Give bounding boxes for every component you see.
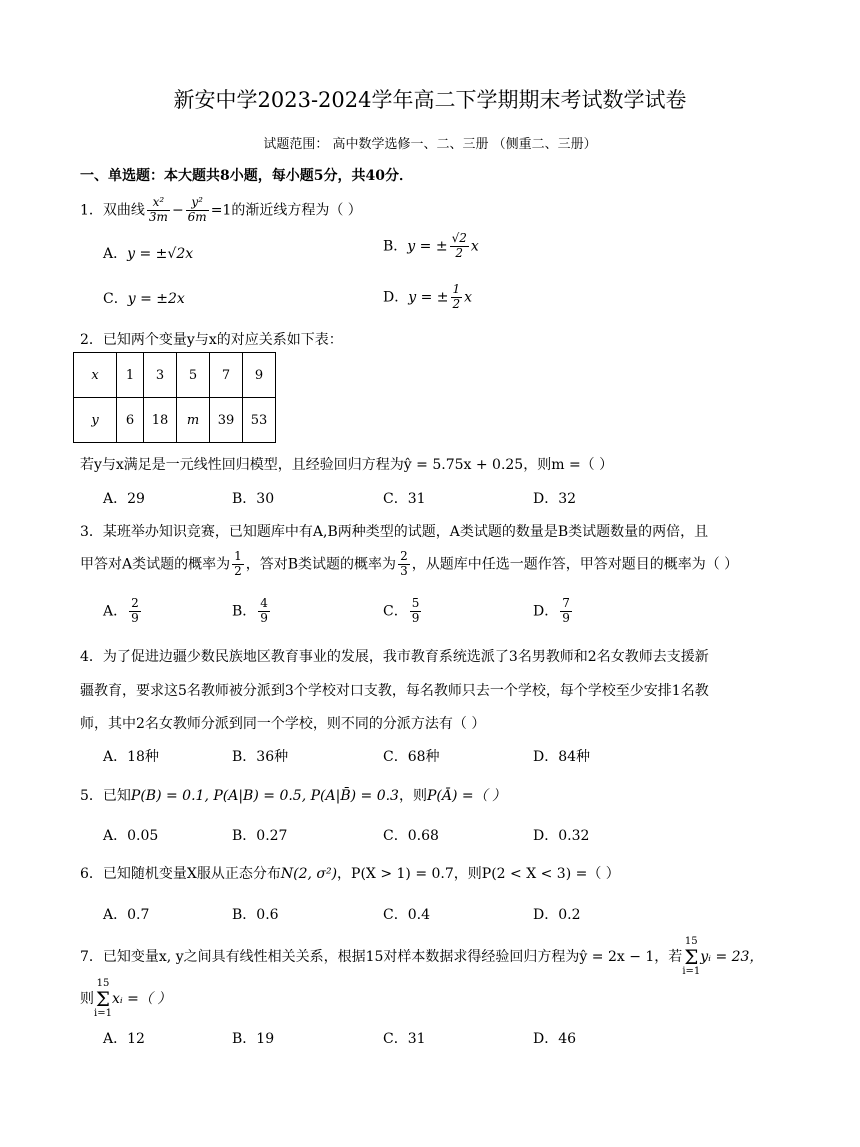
table-cell: 9 <box>243 353 276 398</box>
question-3-line1: 3．某班举办知识竞赛，已知题库中有A,B两种类型的试题，A类试题的数量是B类试题数量的两倍，且 <box>80 524 709 540</box>
table-cell: 39 <box>210 398 243 443</box>
q3-option-a[interactable]: A． $\frac{2}{9}$ <box>103 596 139 625</box>
q2-option-d[interactable]: D．32 <box>533 491 577 507</box>
q2-option-c[interactable]: C．31 <box>383 491 426 507</box>
question-7-line2: 则15 Σ i=1xᵢ =（ ） <box>80 978 172 1019</box>
q7-option-a[interactable]: A．12 <box>103 1031 145 1047</box>
q4-option-a[interactable]: A．18种 <box>103 749 159 765</box>
fraction-sqrt2-2: $\frac{√2}{2}$ <box>451 231 467 260</box>
table-cell: 7 <box>210 353 243 398</box>
fraction: $\frac{7}{9}$ <box>562 596 570 625</box>
question-2-followup: 若y与x满足是一元线性回归模型，且经验回归方程为ŷ = 5.75x + 0.25，则m =（ ） <box>80 457 614 473</box>
q3-option-c[interactable]: C． $\frac{5}{9}$ <box>383 596 420 625</box>
q1-option-a[interactable]: A．y = ±√2x <box>103 246 194 262</box>
fraction: $\frac{2}{9}$ <box>131 596 139 625</box>
table-cell: 18 <box>144 398 177 443</box>
q6-option-a[interactable]: A．0.7 <box>103 907 150 923</box>
q6-option-b[interactable]: B．0.6 <box>232 907 279 923</box>
fraction: $\frac{4}{9}$ <box>260 596 268 625</box>
q1-option-c[interactable]: C．y = ±2x <box>103 291 185 307</box>
q4-option-b[interactable]: B．36种 <box>232 749 289 765</box>
fraction-y2-6m: $\frac{\text{y²}}{6m}$ <box>187 195 207 224</box>
summation-sign: 15 Σ i=1 <box>94 978 112 1019</box>
table-cell: 53 <box>243 398 276 443</box>
question-1: 1．双曲线 $\frac{\text{x²}}{3m}$ − $\frac{\text{y²}}{6m}$ =1的渐近线方程为（ ） <box>80 195 362 224</box>
fraction-1-2: $\frac{1}{2}$ <box>234 549 242 578</box>
table-row <box>74 398 276 443</box>
question-4-line3: 师，其中2名女教师分派到同一个学校，则不同的分派方法有（ ） <box>80 716 486 732</box>
exam-scope: 试题范围： 高中数学选修一、二、三册 （侧重二、三册） <box>263 137 597 152</box>
q5-option-c[interactable]: C．0.68 <box>383 828 439 844</box>
q5-option-a[interactable]: A．0.05 <box>103 828 159 844</box>
table-cell: 1 <box>117 353 144 398</box>
question-4-line2: 疆教育，要求这5名教师被分派到3个学校对口支教，每名教师只去一个学校，每个学校至少安排1名教 <box>80 683 709 699</box>
table-cell: 3 <box>144 353 177 398</box>
fraction: $\frac{5}{9}$ <box>411 596 420 625</box>
section-heading: 一、单选题：本大题共8小题，每小题5分，共40分． <box>80 168 413 184</box>
question-3-line2: 甲答对A类试题的概率为 $\frac{1}{2}$ ，答对B类试题的概率为 $\frac{2}{3}$ ，从题库中任选一题作答，甲答对题目的概率为（ ） <box>80 549 739 578</box>
xy-table <box>73 352 276 443</box>
q2-option-a[interactable]: A．29 <box>103 491 145 507</box>
q6-option-d[interactable]: D．0.2 <box>533 907 581 923</box>
q5-option-b[interactable]: B．0.27 <box>232 828 288 844</box>
fraction-1-2: $\frac{1}{2}$ <box>452 282 461 311</box>
q7-option-c[interactable]: C．31 <box>383 1031 426 1047</box>
q2-option-b[interactable]: B．30 <box>232 491 275 507</box>
table-cell: x <box>74 353 117 398</box>
q5-option-d[interactable]: D．0.32 <box>533 828 590 844</box>
question-4-line1: 4．为了促进边疆少数民族地区教育事业的发展，我市教育系统选派了3名男教师和2名女教师去支援新 <box>80 649 709 665</box>
table-cell: m <box>177 398 210 443</box>
question-7-line1: 7．已知变量x, y之间具有线性相关关系，根据15对样本数据求得经验回归方程为ŷ = 2x − 1，若15 Σ i=1yᵢ = 23， <box>80 936 764 977</box>
q3-option-b[interactable]: B． $\frac{4}{9}$ <box>232 596 268 625</box>
table-cell: 6 <box>117 398 144 443</box>
exam-title: 新安中学2023-2024学年高二下学期期末考试数学试卷 <box>173 88 687 112</box>
table-row <box>74 353 276 398</box>
q1-option-b[interactable]: B．y = ± $\frac{√2}{2}$ x <box>383 231 479 260</box>
fraction-x2-3m: $\frac{\text{x²}}{3m}$ <box>148 195 168 224</box>
question-6: 6．已知随机变量X服从正态分布N(2, σ²)，P(X > 1) = 0.7，则P(2 < X < 3) =（ ） <box>80 866 620 882</box>
q7-option-b[interactable]: B．19 <box>232 1031 275 1047</box>
question-2: 2．已知两个变量y与x的对应关系如下表： <box>80 332 343 348</box>
q7-option-d[interactable]: D．46 <box>533 1031 577 1047</box>
fraction-2-3: $\frac{2}{3}$ <box>400 549 408 578</box>
table-cell: 5 <box>177 353 210 398</box>
question-5: 5．已知P(B) = 0.1, P(A|B) = 0.5, P(A|B̄) = 0.3，则P(Ā) =（ ） <box>80 788 507 804</box>
q4-option-c[interactable]: C．68种 <box>383 749 440 765</box>
q4-option-d[interactable]: D．84种 <box>533 749 591 765</box>
q3-option-d[interactable]: D． $\frac{7}{9}$ <box>533 596 570 625</box>
summation-sign: 15 Σ i=1 <box>682 936 701 977</box>
q6-option-c[interactable]: C．0.4 <box>383 907 430 923</box>
q1-option-d[interactable]: D．y = ± $\frac{1}{2}$ x <box>383 282 473 311</box>
table-cell: y <box>74 398 117 443</box>
